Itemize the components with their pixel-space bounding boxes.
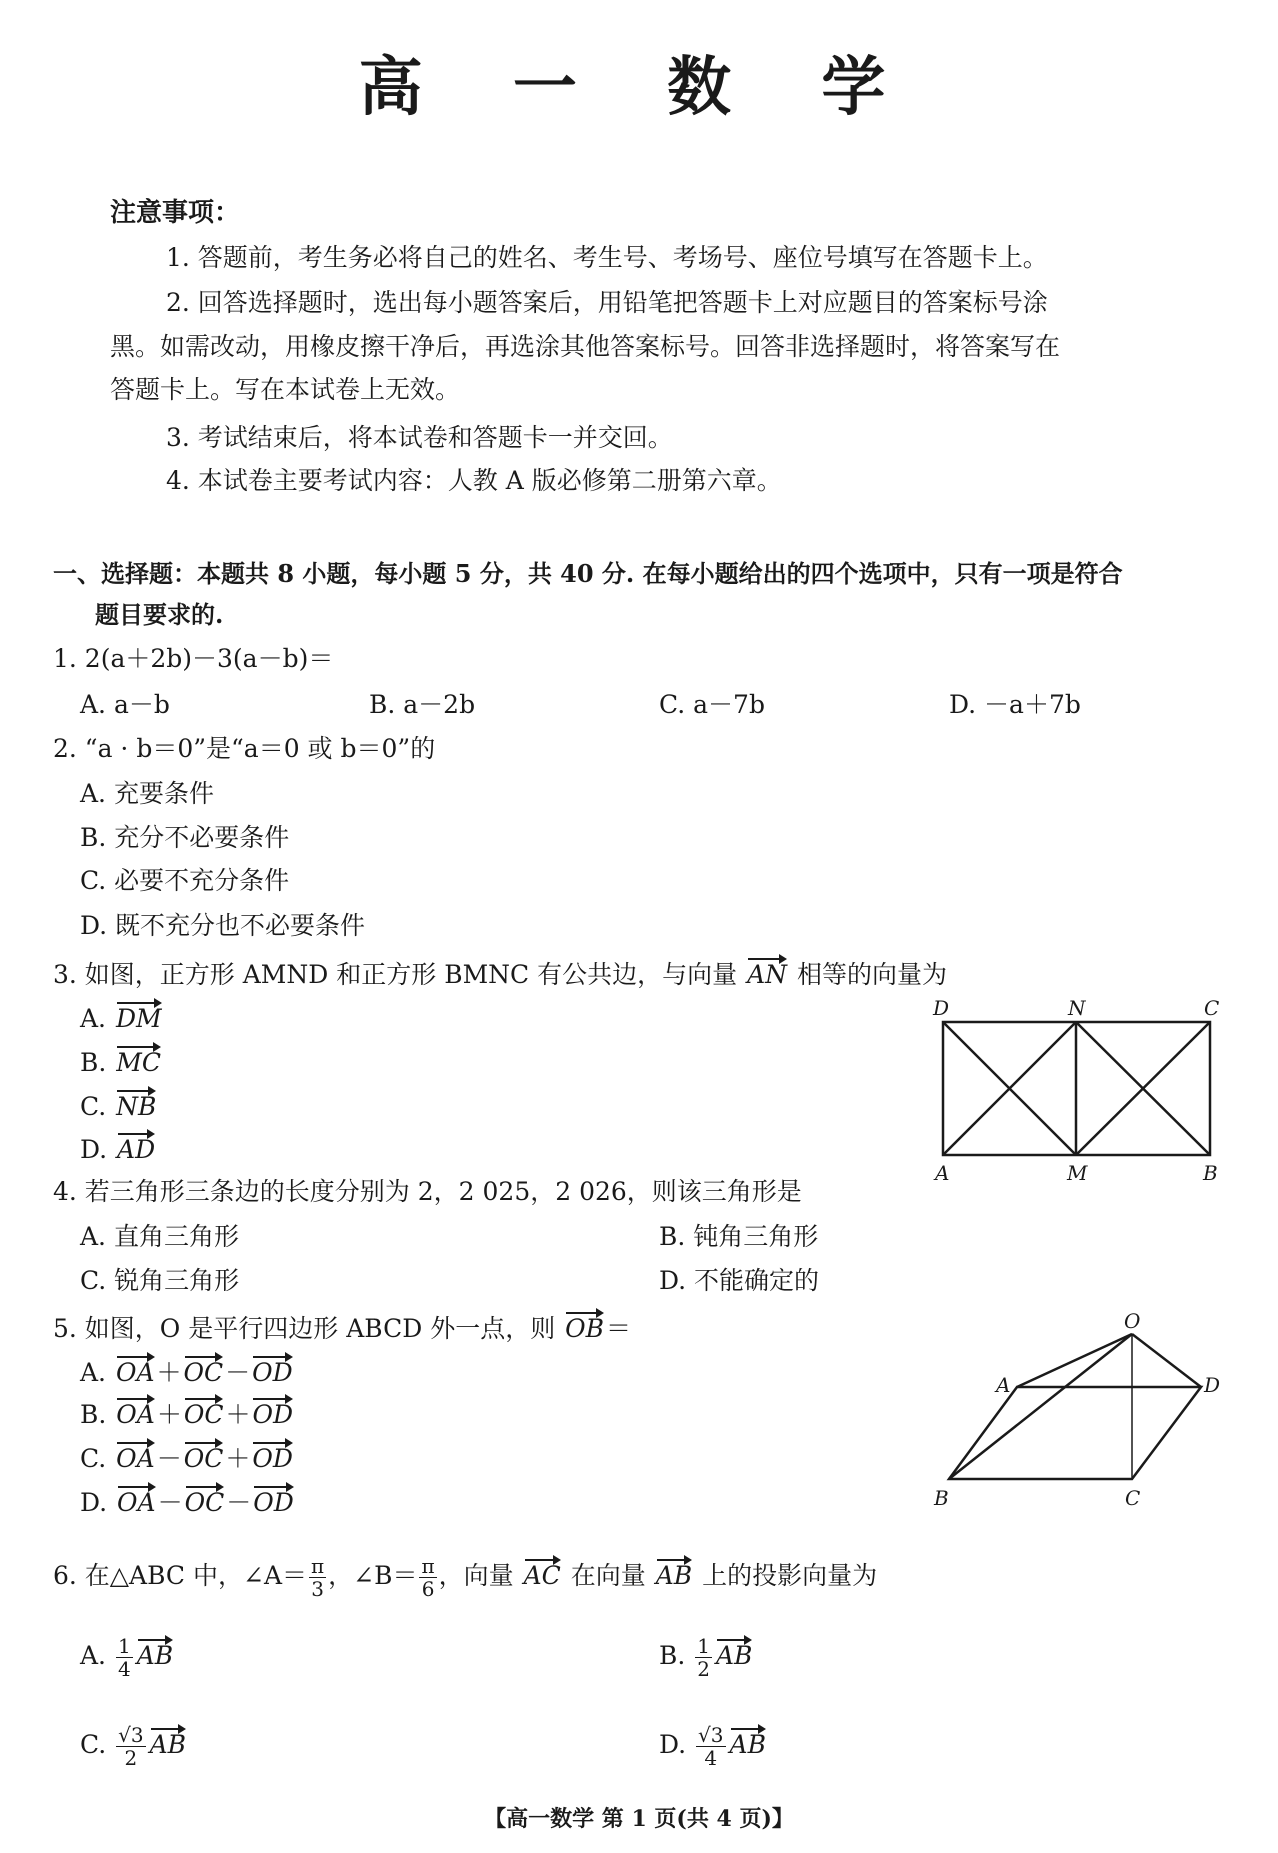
page-footer: 【高一数学 第 1 页(共 4 页)】: [484, 1806, 794, 1832]
text-segment: －: [225, 1358, 251, 1387]
q5-option-d: [80, 1484, 296, 1518]
text-segment: D. －a＋7b: [949, 690, 1081, 719]
text-segment: B.: [80, 1400, 115, 1429]
text-segment: B. 钝角三角形: [659, 1222, 819, 1251]
text-segment: 6. 在△ABC 中，∠A＝: [53, 1561, 307, 1590]
text-segment: A.: [80, 1004, 114, 1033]
q4-option-b: [659, 1222, 818, 1252]
q5-option-c: [80, 1440, 295, 1474]
text-segment: 在向量: [562, 1561, 654, 1590]
text-segment: ＋: [225, 1400, 251, 1429]
label-D: D: [1204, 1373, 1221, 1397]
fraction-numerator: 1: [117, 1634, 131, 1658]
text-segment: ＝: [606, 1314, 632, 1343]
fraction: [695, 1635, 712, 1680]
text-segment: A. 充要条件: [80, 779, 214, 808]
vector: OD: [252, 1354, 293, 1388]
vector: MC: [116, 1044, 161, 1078]
fraction-numerator: √3: [118, 1723, 144, 1747]
fraction: [116, 1635, 133, 1680]
text-segment: 上的投影向量为: [694, 1561, 878, 1590]
q6-option-a: [80, 1635, 175, 1680]
text-segment: －: [157, 1488, 183, 1517]
section-heading: 一、选择题：本题共 8 小题，每小题 5 分，共 40 分. 在每小题给出的四个选项中，只有一项是符合: [53, 559, 1123, 588]
text-segment: A.: [80, 1641, 114, 1670]
fraction-denominator: 4: [704, 1746, 718, 1770]
vector: OD: [253, 1484, 294, 1518]
label-O: O: [1124, 1309, 1141, 1333]
page-title: 高 一 数 学: [358, 51, 920, 125]
vector: AB: [716, 1637, 752, 1671]
fraction: [696, 1724, 725, 1769]
text-segment: C.: [80, 1092, 115, 1121]
label-A: A: [996, 1373, 1011, 1397]
vector: AD: [117, 1131, 155, 1165]
label-A: A: [935, 1161, 950, 1185]
label-B: B: [934, 1486, 949, 1510]
q6-option-d: [659, 1724, 768, 1769]
vector: OC: [184, 1396, 224, 1430]
segment-OB: [949, 1334, 1132, 1479]
text-segment: 5. 如图，O 是平行四边形 ABCD 外一点，则: [53, 1314, 564, 1343]
notice-line: 2. 回答选择题时，选出每小题答案后，用铅笔把答题卡上对应题目的答案标号涂: [166, 288, 1048, 317]
text-segment: B.: [80, 1048, 115, 1077]
text-segment: －: [226, 1488, 252, 1517]
text-segment: D. 既不充分也不必要条件: [80, 911, 366, 940]
text-segment: B. 充分不必要条件: [80, 823, 290, 852]
q5-option-b: [80, 1396, 295, 1430]
text-segment: ＋: [156, 1400, 182, 1429]
fraction-numerator: 1: [697, 1634, 710, 1658]
text-segment: 3. 如图，正方形 AMND 和正方形 BMNC 有公共边，与向量: [53, 960, 746, 989]
text-segment: C.: [80, 1444, 115, 1473]
text-segment: A. 直角三角形: [80, 1222, 239, 1251]
question-6-stem: [53, 1555, 877, 1600]
label-C: C: [1125, 1486, 1141, 1510]
notice-heading: 注意事项：: [110, 198, 241, 228]
notice-line: 4. 本试卷主要考试内容：人教 A 版必修第二册第六章。: [166, 466, 782, 495]
fraction-numerator: √3: [698, 1723, 724, 1747]
q6-option-c: [80, 1724, 188, 1769]
vector: AB: [656, 1557, 692, 1591]
question-5-stem: [53, 1310, 631, 1344]
fraction-denominator: 4: [117, 1657, 131, 1681]
text-segment: D. 不能确定的: [659, 1266, 820, 1295]
vector: AB: [730, 1726, 766, 1760]
q4-option-a: [80, 1222, 239, 1252]
fraction-numerator: π: [311, 1554, 325, 1578]
q5-option-a: [80, 1354, 295, 1388]
notice-line: 3. 考试结束后，将本试卷和答题卡一并交回。: [166, 423, 673, 452]
text-segment: C. 锐角三角形: [80, 1266, 240, 1295]
text-segment: 1. 2(a＋2b)－3(a－b)＝: [53, 644, 334, 673]
text-segment: 4. 若三角形三条边的长度分别为 2，2 025，2 026，则该三角形是: [53, 1177, 802, 1206]
label-N: N: [1068, 996, 1086, 1020]
notice-line: 黑。如需改动，用橡皮擦干净后，再选涂其他答案标号。回答非选择题时，将答案写在: [110, 332, 1061, 361]
vector: OD: [252, 1396, 293, 1430]
vector: AB: [150, 1726, 186, 1760]
vector: OA: [117, 1484, 156, 1518]
q6-option-b: [659, 1635, 754, 1680]
vector: OA: [116, 1354, 155, 1388]
fraction: [419, 1555, 436, 1600]
fraction: [116, 1724, 145, 1769]
vector: OC: [185, 1484, 225, 1518]
vector: NB: [116, 1088, 156, 1122]
text-segment: 2. “a · b＝0”是“a＝0 或 b＝0”的: [53, 734, 436, 763]
text-segment: ，向量: [438, 1561, 522, 1590]
question-4-stem: [53, 1177, 802, 1207]
text-segment: C.: [80, 1730, 115, 1759]
text-segment: B.: [659, 1641, 694, 1670]
fraction: [309, 1555, 326, 1600]
fraction-denominator: 6: [421, 1577, 435, 1601]
fraction-denominator: 2: [697, 1657, 710, 1681]
vector: OC: [184, 1354, 224, 1388]
text-segment: ＋: [225, 1444, 251, 1473]
q4-option-d: [659, 1266, 819, 1296]
vector: OA: [116, 1396, 155, 1430]
text-segment: B. a－2b: [369, 690, 476, 719]
label-D: D: [933, 996, 950, 1020]
text-segment: D.: [80, 1488, 116, 1517]
text-segment: C. 必要不充分条件: [80, 866, 290, 895]
vector: AB: [137, 1637, 173, 1671]
vector: AN: [747, 956, 787, 990]
vector: OB: [565, 1310, 604, 1344]
text-segment: A.: [80, 1358, 114, 1387]
text-segment: ＋: [156, 1358, 182, 1387]
label-M: M: [1067, 1161, 1088, 1185]
parallelogram-ABCD: [949, 1387, 1201, 1479]
fraction-denominator: 2: [124, 1746, 138, 1770]
text-segment: 相等的向量为: [789, 960, 947, 989]
vector: AC: [524, 1557, 561, 1591]
notice-line: 答题卡上。写在本试卷上无效。: [110, 375, 461, 404]
text-segment: C. a－7b: [659, 690, 765, 719]
vector: OC: [184, 1440, 224, 1474]
text-segment: A. a－b: [80, 690, 170, 719]
label-B: B: [1203, 1161, 1218, 1185]
q4-option-c: [80, 1266, 239, 1296]
vector: OD: [252, 1440, 293, 1474]
text-segment: ，∠B＝: [328, 1561, 418, 1590]
text-segment: －: [156, 1444, 182, 1473]
notice-line: 1. 答题前，考生务必将自己的姓名、考生号、考场号、座位号填写在答题卡上。: [166, 243, 1048, 272]
segment-OD: [1132, 1334, 1201, 1387]
vector: DM: [116, 1000, 162, 1034]
fraction-numerator: π: [421, 1554, 435, 1578]
text-segment: D.: [659, 1730, 695, 1759]
fraction-denominator: 3: [311, 1577, 324, 1601]
text-segment: D.: [80, 1135, 116, 1164]
label-C: C: [1204, 996, 1220, 1020]
section-heading-cont: 题目要求的.: [95, 600, 224, 629]
vector: OA: [116, 1440, 155, 1474]
